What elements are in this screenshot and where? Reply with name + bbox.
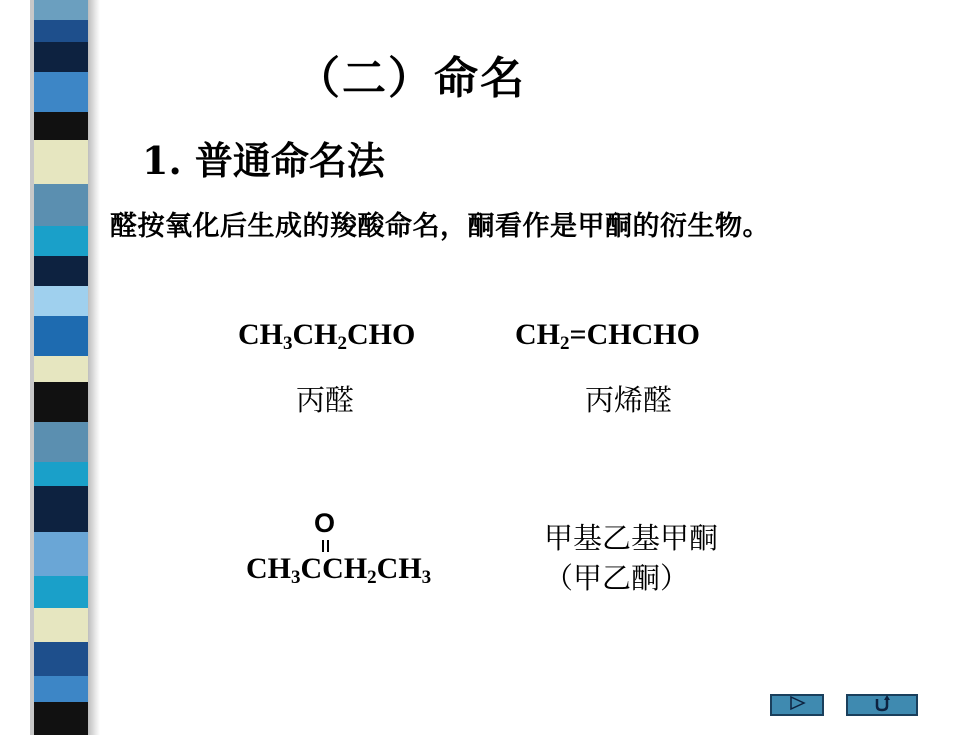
naming-rule-text: 醛按氧化后生成的羧酸命名，酮看作是甲酮的衍生物。	[110, 211, 770, 242]
compound-name-butanone: 甲基乙基甲酮	[544, 521, 719, 555]
double-bond-line-right	[327, 540, 329, 552]
section-subtitle: 1. 普通命名法	[142, 138, 385, 183]
next-slide-button[interactable]	[770, 694, 824, 716]
return-arrow-icon	[871, 694, 893, 716]
formula-butanone: $CH_3CCH_2CH_3$	[246, 552, 432, 588]
double-bond-line-left	[322, 540, 324, 552]
decorative-side-strip	[0, 0, 100, 735]
formula-acrolein: $CH_2=CHCHO$	[515, 318, 700, 354]
play-next-icon	[786, 695, 808, 715]
compound-name-propanal: 丙醛	[296, 383, 355, 417]
compound-alt-name-butanone: （甲乙酮）	[544, 561, 690, 595]
compound-name-acrolein: 丙烯醛	[585, 383, 673, 417]
slide-title: （二）命名	[296, 53, 526, 104]
return-button[interactable]	[846, 694, 918, 716]
carbonyl-oxygen: O	[314, 508, 336, 538]
formula-propanal: $CH_3CH_2CHO$	[238, 318, 416, 354]
